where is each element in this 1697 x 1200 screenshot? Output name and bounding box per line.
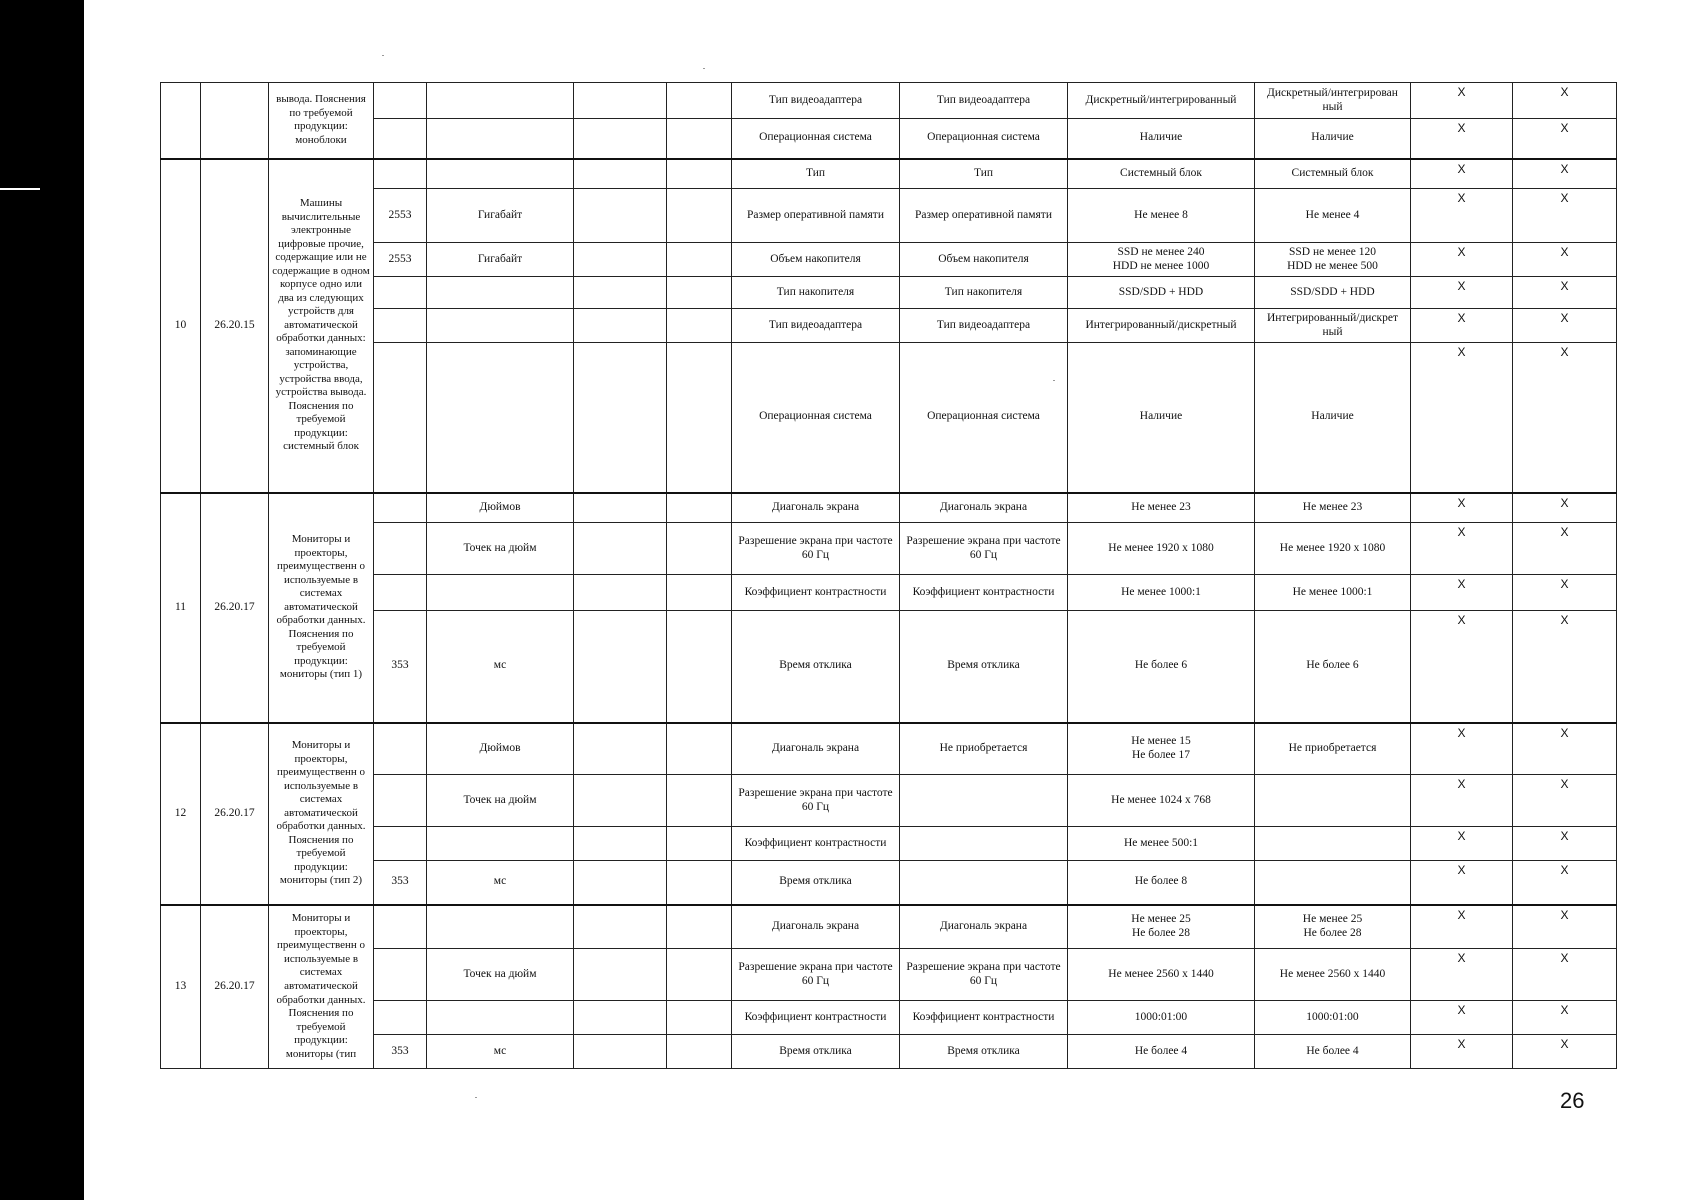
- okei-cell: 2553: [374, 189, 427, 243]
- characteristic-alt-cell: Не приобретается: [900, 723, 1068, 775]
- x-mark-cell: X: [1411, 1035, 1513, 1069]
- blank-cell-b: [667, 827, 732, 861]
- table-body: [161, 83, 1617, 1069]
- table-row: [161, 575, 1617, 611]
- blank-cell-a: [574, 575, 667, 611]
- blank-cell-b: [667, 723, 732, 775]
- characteristic-alt-cell: Тип накопителя: [900, 277, 1068, 309]
- blank-cell-a: [574, 723, 667, 775]
- unit-cell: Точек на дюйм: [427, 949, 574, 1001]
- value-alt-cell: Дискретный/интегрирован ный: [1255, 83, 1411, 119]
- value-cell: Не более 6: [1068, 611, 1255, 723]
- value-cell: Наличие: [1068, 343, 1255, 493]
- row-number-cell: 12: [161, 723, 201, 905]
- x-mark-cell: X: [1411, 243, 1513, 277]
- blank-cell-a: [574, 861, 667, 905]
- unit-cell: [427, 1001, 574, 1035]
- characteristic-cell: Тип: [732, 159, 900, 189]
- okei-cell: 353: [374, 861, 427, 905]
- value-alt-cell: Наличие: [1255, 343, 1411, 493]
- table-row: [161, 775, 1617, 827]
- characteristic-alt-cell: Тип: [900, 159, 1068, 189]
- okpd-code-cell: 26.20.17: [201, 493, 269, 723]
- x-mark-cell: X: [1411, 309, 1513, 343]
- table-row: [161, 827, 1617, 861]
- unit-cell: мс: [427, 611, 574, 723]
- value-cell: Не менее 2560 x 1440: [1068, 949, 1255, 1001]
- characteristic-alt-cell: Размер оперативной памяти: [900, 189, 1068, 243]
- blank-cell-b: [667, 575, 732, 611]
- x-mark-cell: X: [1411, 1001, 1513, 1035]
- okei-cell: 2553: [374, 243, 427, 277]
- x-mark-cell: X: [1411, 83, 1513, 119]
- characteristic-cell: Время отклика: [732, 1035, 900, 1069]
- table-row: [161, 159, 1617, 189]
- value-alt-cell: SSD/SDD + HDD: [1255, 277, 1411, 309]
- table-row: [161, 189, 1617, 243]
- unit-cell: [427, 575, 574, 611]
- x-mark-cell: X: [1411, 343, 1513, 493]
- blank-cell-a: [574, 493, 667, 523]
- characteristic-cell: Коэффициент контрастности: [732, 1001, 900, 1035]
- value-alt-cell: Интегрированный/дискрет ный: [1255, 309, 1411, 343]
- blank-cell-a: [574, 119, 667, 159]
- blank-cell-a: [574, 277, 667, 309]
- characteristic-cell: Диагональ экрана: [732, 723, 900, 775]
- value-cell: Интегрированный/дискретный: [1068, 309, 1255, 343]
- characteristic-alt-cell: Операционная система: [900, 119, 1068, 159]
- value-alt-cell: 1000:01:00: [1255, 1001, 1411, 1035]
- value-alt-cell: Не менее 2560 x 1440: [1255, 949, 1411, 1001]
- value-cell: Не менее 1000:1: [1068, 575, 1255, 611]
- value-alt-cell: Не менее 23: [1255, 493, 1411, 523]
- x-mark-cell: X: [1411, 905, 1513, 949]
- x-mark-cell: X: [1411, 611, 1513, 723]
- value-alt-cell: Наличие: [1255, 119, 1411, 159]
- value-cell: Не менее 15 Не более 17: [1068, 723, 1255, 775]
- characteristic-cell: Разрешение экрана при частоте 60 Гц: [732, 949, 900, 1001]
- blank-cell-a: [574, 83, 667, 119]
- row-number-cell: [161, 83, 201, 159]
- blank-cell-b: [667, 343, 732, 493]
- okei-cell: [374, 493, 427, 523]
- table-row: [161, 723, 1617, 775]
- value-alt-cell: Не менее 1000:1: [1255, 575, 1411, 611]
- unit-cell: Дюймов: [427, 723, 574, 775]
- okei-cell: 353: [374, 1035, 427, 1069]
- description-cell: Мониторы и проекторы, преимущественн о используемые в системах автоматической обработки данных. Пояснения по требуемой продукции: мониторы (тип: [269, 905, 374, 1069]
- characteristic-cell: Тип накопителя: [732, 277, 900, 309]
- blank-cell-a: [574, 1001, 667, 1035]
- blank-cell-a: [574, 827, 667, 861]
- blank-cell-a: [574, 949, 667, 1001]
- blank-cell-b: [667, 493, 732, 523]
- blank-cell-b: [667, 611, 732, 723]
- unit-cell: [427, 827, 574, 861]
- characteristic-cell: Время отклика: [732, 611, 900, 723]
- table-row: [161, 905, 1617, 949]
- characteristic-alt-cell: Операционная система: [900, 343, 1068, 493]
- table-row: [161, 119, 1617, 159]
- characteristic-cell: Коэффициент контрастности: [732, 827, 900, 861]
- blank-cell-a: [574, 243, 667, 277]
- unit-cell: Дюймов: [427, 493, 574, 523]
- description-cell: Машины вычислительные электронные цифровые прочие, содержащие или не содержащие в одном корпусе одно или два из следующих устройств для автоматической обработки данных: запоминающие устройства, устройства ввода, устройства вывода. Пояснения по требуемой продукции: системный блок: [269, 159, 374, 493]
- unit-cell: Гигабайт: [427, 189, 574, 243]
- blank-cell-b: [667, 905, 732, 949]
- value-cell: Не менее 500:1: [1068, 827, 1255, 861]
- value-alt-cell: Не более 6: [1255, 611, 1411, 723]
- okei-cell: [374, 159, 427, 189]
- value-alt-cell: SSD не менее 120 HDD не менее 500: [1255, 243, 1411, 277]
- characteristic-alt-cell: Диагональ экрана: [900, 493, 1068, 523]
- blank-cell-a: [574, 775, 667, 827]
- value-cell: Не менее 1024 x 768: [1068, 775, 1255, 827]
- table-row: [161, 1001, 1617, 1035]
- value-alt-cell: [1255, 775, 1411, 827]
- table-row: [161, 861, 1617, 905]
- blank-cell-a: [574, 159, 667, 189]
- unit-cell: мс: [427, 1035, 574, 1069]
- okei-cell: [374, 277, 427, 309]
- characteristic-alt-cell: Разрешение экрана при частоте 60 Гц: [900, 949, 1068, 1001]
- okei-cell: [374, 309, 427, 343]
- characteristic-cell: Время отклика: [732, 861, 900, 905]
- x-mark-cell: X: [1411, 493, 1513, 523]
- okei-cell: 353: [374, 611, 427, 723]
- characteristic-alt-cell: [900, 775, 1068, 827]
- row-number-cell: 10: [161, 159, 201, 493]
- unit-cell: [427, 277, 574, 309]
- blank-cell-b: [667, 523, 732, 575]
- description-cell: Мониторы и проекторы, преимущественн о используемые в системах автоматической обработки данных. Пояснения по требуемой продукции: мониторы (тип 2): [269, 723, 374, 905]
- okei-cell: [374, 1001, 427, 1035]
- unit-cell: мс: [427, 861, 574, 905]
- okei-cell: [374, 575, 427, 611]
- x-mark-cell: X: [1411, 523, 1513, 575]
- value-cell: Не более 8: [1068, 861, 1255, 905]
- blank-cell-b: [667, 949, 732, 1001]
- x-mark-cell: X: [1411, 827, 1513, 861]
- okei-cell: [374, 83, 427, 119]
- x-mark-alt-cell: X: [1513, 189, 1617, 243]
- table-row: [161, 343, 1617, 493]
- row-number-cell: 13: [161, 905, 201, 1069]
- page-number: 26: [1560, 1088, 1585, 1113]
- unit-cell: Гигабайт: [427, 243, 574, 277]
- value-cell: Системный блок: [1068, 159, 1255, 189]
- unit-cell: [427, 159, 574, 189]
- x-mark-cell: X: [1411, 775, 1513, 827]
- x-mark-alt-cell: X: [1513, 861, 1617, 905]
- characteristic-alt-cell: Разрешение экрана при частоте 60 Гц: [900, 523, 1068, 575]
- okei-cell: [374, 723, 427, 775]
- x-mark-alt-cell: X: [1513, 243, 1617, 277]
- x-mark-alt-cell: X: [1513, 277, 1617, 309]
- description-cell: вывода. Пояснения по требуемой продукции: моноблоки: [269, 83, 374, 159]
- okpd-code-cell: 26.20.15: [201, 159, 269, 493]
- x-mark-cell: X: [1411, 723, 1513, 775]
- blank-cell-b: [667, 861, 732, 905]
- okei-cell: [374, 523, 427, 575]
- value-alt-cell: Не менее 25 Не более 28: [1255, 905, 1411, 949]
- unit-cell: Точек на дюйм: [427, 523, 574, 575]
- blank-cell-b: [667, 119, 732, 159]
- characteristic-cell: Размер оперативной памяти: [732, 189, 900, 243]
- characteristic-cell: Тип видеоадаптера: [732, 309, 900, 343]
- row-number-cell: 11: [161, 493, 201, 723]
- x-mark-cell: X: [1411, 159, 1513, 189]
- value-cell: Не менее 8: [1068, 189, 1255, 243]
- x-mark-alt-cell: X: [1513, 493, 1617, 523]
- value-cell: 1000:01:00: [1068, 1001, 1255, 1035]
- blank-cell-b: [667, 309, 732, 343]
- x-mark-cell: X: [1411, 277, 1513, 309]
- characteristic-cell: Диагональ экрана: [732, 905, 900, 949]
- unit-cell: Точек на дюйм: [427, 775, 574, 827]
- characteristic-alt-cell: Коэффициент контрастности: [900, 1001, 1068, 1035]
- value-cell: Не менее 23: [1068, 493, 1255, 523]
- okei-cell: [374, 119, 427, 159]
- characteristic-cell: Коэффициент контрастности: [732, 575, 900, 611]
- blank-cell-b: [667, 1001, 732, 1035]
- value-cell: Не менее 1920 x 1080: [1068, 523, 1255, 575]
- value-cell: SSD/SDD + HDD: [1068, 277, 1255, 309]
- value-cell: Дискретный/интегрированный: [1068, 83, 1255, 119]
- value-alt-cell: Не приобретается: [1255, 723, 1411, 775]
- blank-cell-a: [574, 905, 667, 949]
- okpd-code-cell: [201, 83, 269, 159]
- x-mark-alt-cell: X: [1513, 949, 1617, 1001]
- table-row: [161, 277, 1617, 309]
- characteristic-cell: Операционная система: [732, 343, 900, 493]
- table-row: [161, 309, 1617, 343]
- x-mark-alt-cell: X: [1513, 309, 1617, 343]
- characteristic-cell: Тип видеоадаптера: [732, 83, 900, 119]
- table-row: [161, 243, 1617, 277]
- value-alt-cell: Не менее 1920 x 1080: [1255, 523, 1411, 575]
- characteristic-cell: Разрешение экрана при частоте 60 Гц: [732, 775, 900, 827]
- table-row: [161, 523, 1617, 575]
- x-mark-alt-cell: X: [1513, 119, 1617, 159]
- blank-cell-b: [667, 1035, 732, 1069]
- x-mark-alt-cell: X: [1513, 159, 1617, 189]
- characteristic-alt-cell: Тип видеоадаптера: [900, 83, 1068, 119]
- x-mark-alt-cell: X: [1513, 523, 1617, 575]
- x-mark-alt-cell: X: [1513, 905, 1617, 949]
- characteristic-cell: Диагональ экрана: [732, 493, 900, 523]
- unit-cell: [427, 343, 574, 493]
- x-mark-alt-cell: X: [1513, 1001, 1617, 1035]
- blank-cell-a: [574, 1035, 667, 1069]
- value-cell: SSD не менее 240 HDD не менее 1000: [1068, 243, 1255, 277]
- table-row: [161, 493, 1617, 523]
- value-alt-cell: Системный блок: [1255, 159, 1411, 189]
- x-mark-alt-cell: X: [1513, 343, 1617, 493]
- characteristic-alt-cell: Объем накопителя: [900, 243, 1068, 277]
- okei-cell: [374, 343, 427, 493]
- characteristic-cell: Объем накопителя: [732, 243, 900, 277]
- characteristic-alt-cell: Тип видеоадаптера: [900, 309, 1068, 343]
- characteristic-alt-cell: Время отклика: [900, 611, 1068, 723]
- x-mark-alt-cell: X: [1513, 723, 1617, 775]
- blank-cell-b: [667, 277, 732, 309]
- blank-cell-a: [574, 611, 667, 723]
- okpd-code-cell: 26.20.17: [201, 723, 269, 905]
- table-row: [161, 611, 1617, 723]
- blank-cell-a: [574, 523, 667, 575]
- unit-cell: [427, 83, 574, 119]
- blank-cell-a: [574, 343, 667, 493]
- x-mark-cell: X: [1411, 949, 1513, 1001]
- characteristic-cell: Операционная система: [732, 119, 900, 159]
- characteristic-alt-cell: Коэффициент контрастности: [900, 575, 1068, 611]
- characteristic-alt-cell: [900, 827, 1068, 861]
- characteristic-alt-cell: Диагональ экрана: [900, 905, 1068, 949]
- blank-cell-b: [667, 243, 732, 277]
- characteristic-cell: Разрешение экрана при частоте 60 Гц: [732, 523, 900, 575]
- value-alt-cell: [1255, 827, 1411, 861]
- okei-cell: [374, 905, 427, 949]
- table-row: [161, 1035, 1617, 1069]
- x-mark-alt-cell: X: [1513, 611, 1617, 723]
- value-cell: Не менее 25 Не более 28: [1068, 905, 1255, 949]
- blank-cell-b: [667, 775, 732, 827]
- characteristic-alt-cell: [900, 861, 1068, 905]
- x-mark-alt-cell: X: [1513, 575, 1617, 611]
- okei-cell: [374, 949, 427, 1001]
- value-alt-cell: [1255, 861, 1411, 905]
- okpd-code-cell: 26.20.17: [201, 905, 269, 1069]
- x-mark-cell: X: [1411, 119, 1513, 159]
- table-row: [161, 83, 1617, 119]
- value-alt-cell: Не более 4: [1255, 1035, 1411, 1069]
- x-mark-alt-cell: X: [1513, 827, 1617, 861]
- value-alt-cell: Не менее 4: [1255, 189, 1411, 243]
- okei-cell: [374, 827, 427, 861]
- x-mark-cell: X: [1411, 189, 1513, 243]
- x-mark-cell: X: [1411, 575, 1513, 611]
- blank-cell-b: [667, 83, 732, 119]
- value-cell: Не более 4: [1068, 1035, 1255, 1069]
- blank-cell-a: [574, 189, 667, 243]
- unit-cell: [427, 309, 574, 343]
- value-cell: Наличие: [1068, 119, 1255, 159]
- blank-cell-a: [574, 309, 667, 343]
- x-mark-cell: X: [1411, 861, 1513, 905]
- unit-cell: [427, 905, 574, 949]
- x-mark-alt-cell: X: [1513, 83, 1617, 119]
- table-row: [161, 949, 1617, 1001]
- scan-notch: [0, 188, 40, 190]
- requirements-table: [160, 82, 1617, 1069]
- blank-cell-b: [667, 159, 732, 189]
- blank-cell-b: [667, 189, 732, 243]
- characteristic-alt-cell: Время отклика: [900, 1035, 1068, 1069]
- okei-cell: [374, 775, 427, 827]
- unit-cell: [427, 119, 574, 159]
- x-mark-alt-cell: X: [1513, 1035, 1617, 1069]
- description-cell: Мониторы и проекторы, преимущественн о используемые в системах автоматической обработки данных. Пояснения по требуемой продукции: мониторы (тип 1): [269, 493, 374, 723]
- x-mark-alt-cell: X: [1513, 775, 1617, 827]
- scan-left-border: [0, 0, 84, 1200]
